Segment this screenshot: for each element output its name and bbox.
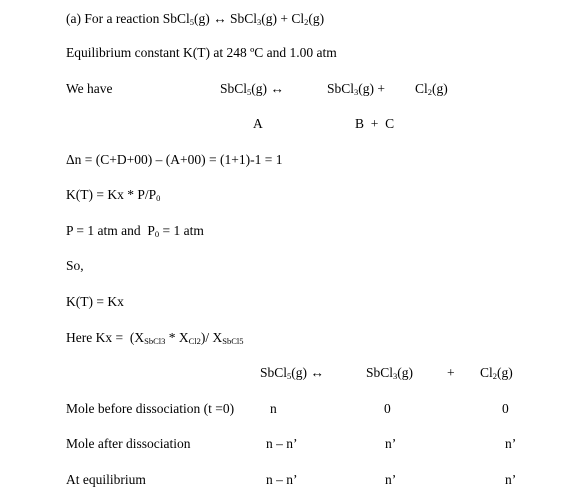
table-cell: n – n’ [266, 436, 298, 451]
we-have-product1: SbCl$_3$(g) + [327, 81, 386, 97]
table-header-product2: $Cl_2(g)$ [480, 365, 513, 381]
kt-equation: $K(T) = Kx * P/P_0$ [66, 187, 161, 203]
table-cell: n – n’ [266, 472, 298, 487]
table-header-reactant: SbCl$_5$(g) ↔ [260, 365, 324, 381]
equilibrium-arrow: ↔ [213, 11, 227, 26]
delta-n-line: Δn = (C+D+00) – (A+00) = (1+1)-1 = 1 [66, 152, 283, 167]
so-line: So, [66, 258, 84, 273]
reaction-intro: For a reaction [84, 11, 160, 26]
condition-line: Equilibrium constant K(T) at 248 ºC and 1.00 atm [66, 45, 337, 60]
part-label: (a) [66, 11, 81, 26]
we-have-product2: $Cl_2(g)$ [415, 81, 448, 97]
table-cell: n’ [385, 436, 397, 451]
kx-definition: Here $Kx = (X_{SbCl3} * X_{Cl2})/$ $X_{SbCl5}$ [66, 330, 244, 346]
product1-formula: SbCl$_3$(g) [229, 11, 277, 27]
table-cell: n [270, 401, 277, 416]
reactant-formula: SbCl$_5$(g) [162, 11, 210, 27]
table-cell: n’ [505, 472, 517, 487]
pressure-line: P = 1 atm and $P_0 = 1$ atm [66, 223, 204, 239]
table-header-plus: + [447, 365, 455, 380]
letter-a: A [253, 116, 263, 131]
reaction-line [66, 12, 324, 26]
table-row-label: Mole after dissociation [66, 436, 191, 451]
table-row-label: At equilibrium [66, 472, 146, 487]
we-have-reactant: SbCl$_5$(g) ↔ [220, 81, 284, 97]
product2-formula: $Cl_2(g)$ [291, 11, 325, 27]
table-cell: 0 [502, 401, 509, 416]
table-header-product1: SbCl$_3$(g) [366, 365, 414, 381]
table-cell: n’ [385, 472, 397, 487]
kt-kx-line: K(T) = Kx [66, 294, 124, 309]
plus-sign: + [280, 11, 288, 26]
letters-bc: B + C [355, 116, 395, 131]
table-row-label: Mole before dissociation (t =0) [66, 401, 235, 416]
table-cell: n’ [505, 436, 517, 451]
table-cell: 0 [384, 401, 391, 416]
we-have-label: We have [66, 81, 113, 96]
